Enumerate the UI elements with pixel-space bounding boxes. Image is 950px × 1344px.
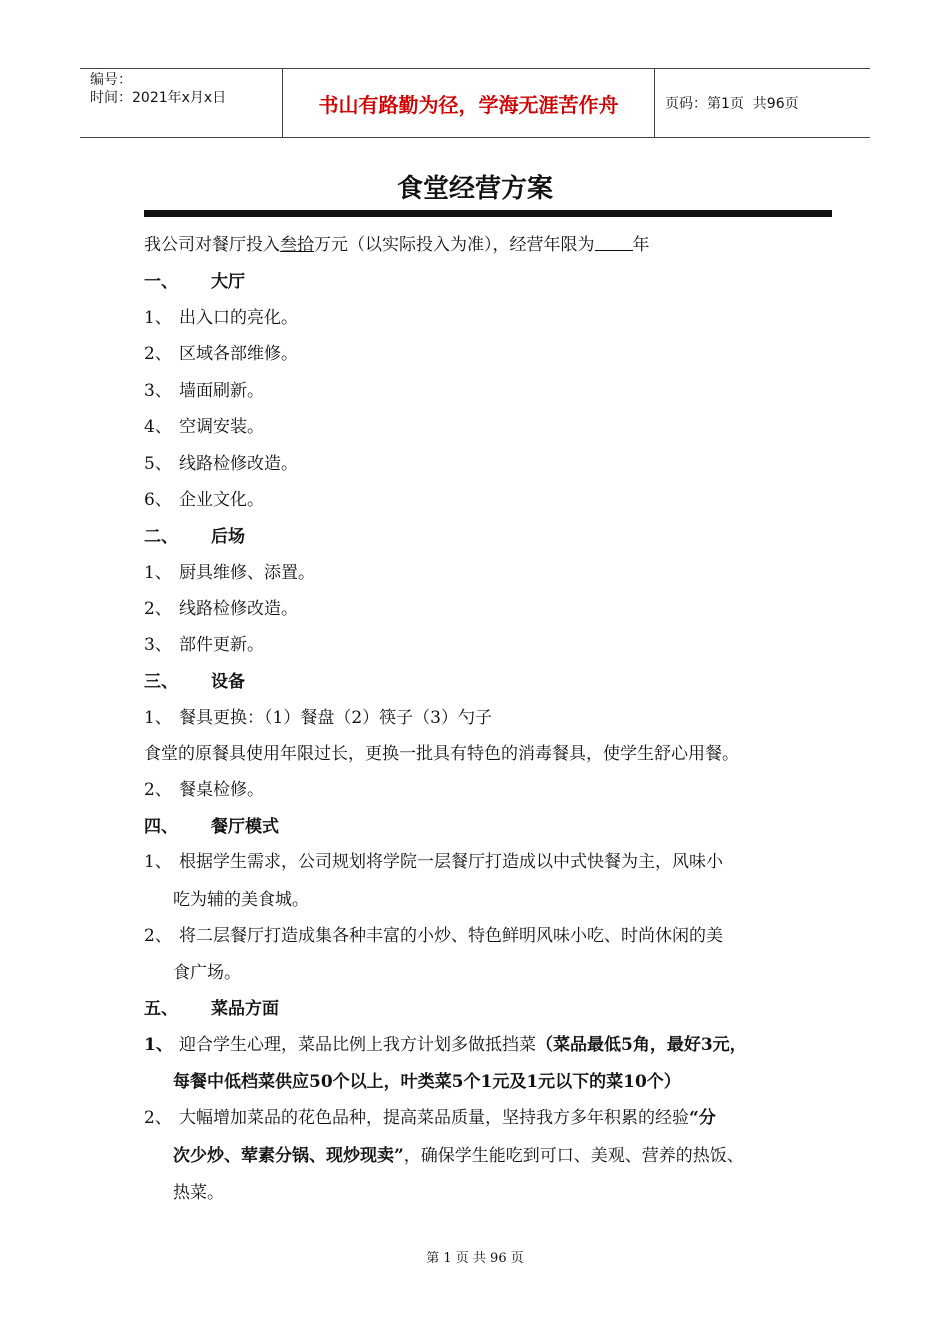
section-heading: 三、 设备 <box>144 672 245 692</box>
section-heading: 五、 菜品方面 <box>144 999 279 1019</box>
list-item: 2、 将二层餐厅打造成集各种丰富的小炒、特色鲜明风味小吃、时尚休闲的美 <box>144 926 723 946</box>
years-blank <box>595 234 633 251</box>
section-heading: 一、 大厅 <box>144 272 245 292</box>
section-heading: 四、 餐厅模式 <box>144 817 279 837</box>
list-item: 4、 空调安装。 <box>144 417 264 437</box>
number-label: 编号： <box>90 72 132 88</box>
title-rule <box>144 210 832 217</box>
header-meta <box>80 69 282 137</box>
list-item-continuation: 次少炒、荤素分锅、现炒现卖”，确保学生能吃到可口、美观、营养的热饭、 <box>173 1146 744 1166</box>
list-item-continuation: 每餐中低档菜供应50个以上，叶类菜5个1元及1元以下的菜10个） <box>173 1072 681 1092</box>
list-item: 6、 企业文化。 <box>144 490 264 510</box>
header-table <box>80 68 870 138</box>
list-item-continuation: 吃为辅的美食城。 <box>173 890 309 910</box>
investment-amount: 叁拾 <box>280 235 314 255</box>
page-footer: 第 1 页 共 96 页 <box>426 1251 524 1266</box>
list-item: 2、 大幅增加菜品的花色品种，提高菜品质量，坚持我方多年积累的经验“分 <box>144 1108 716 1128</box>
list-item: 1、 迎合学生心理，菜品比例上我方计划多做抵挡菜（菜品最低5角，最好3元， <box>144 1035 747 1055</box>
section-heading: 二、 后场 <box>144 527 245 547</box>
list-item: 2、 餐桌检修。 <box>144 780 264 800</box>
paragraph: 食堂的原餐具使用年限过长，更换一批具有特色的消毒餐具，使学生舒心用餐。 <box>144 744 739 764</box>
list-item: 1、 厨具维修、添置。 <box>144 563 315 583</box>
list-item: 2、 区域各部维修。 <box>144 344 298 364</box>
list-item: 3、 墙面刷新。 <box>144 381 264 401</box>
list-item: 1、 根据学生需求，公司规划将学院一层餐厅打造成以中式快餐为主，风味小 <box>144 852 723 872</box>
list-item: 1、 餐具更换：（1）餐盘（2）筷子（3）勺子 <box>144 708 492 728</box>
intro-paragraph: 我公司对餐厅投入叁拾万元（以实际投入为准），经营年限为 年 <box>144 235 650 255</box>
list-item: 2、 线路检修改造。 <box>144 599 298 619</box>
list-item: 5、 线路检修改造。 <box>144 454 298 474</box>
list-item-continuation: 热菜。 <box>173 1183 224 1203</box>
header-motto: 书山有路勤为径，学海无涯苦作舟 <box>282 69 655 137</box>
header-page-info: 页码：第1页 共96页 <box>665 96 799 112</box>
list-item: 3、 部件更新。 <box>144 635 264 655</box>
list-item: 1、 出入口的亮化。 <box>144 308 298 328</box>
list-item-continuation: 食广场。 <box>173 963 241 983</box>
document-title: 食堂经营方案 <box>396 174 553 204</box>
time-label: 时间：2021年x月x日 <box>90 90 227 106</box>
